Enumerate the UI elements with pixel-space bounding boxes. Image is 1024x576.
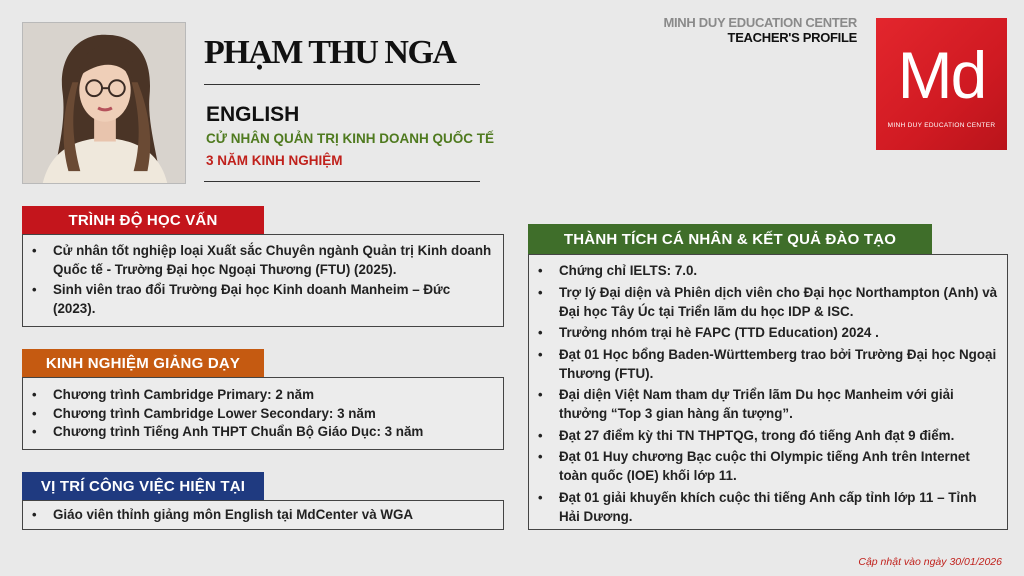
- center-logo: [876, 18, 1007, 150]
- list-item: • Giáo viên thỉnh giảng môn English tại MdCenter và WGA: [23, 506, 493, 525]
- teacher-degree: CỬ NHÂN QUẢN TRỊ KINH DOANH QUỐC TẾ: [206, 131, 494, 146]
- logo-mark: Md: [897, 38, 986, 112]
- education-list: [23, 235, 503, 318]
- center-name: MINH DUY EDUCATION CENTER: [663, 15, 857, 30]
- list-item: • Đạt 01 Học bổng Baden-Württemberg trao bởi Trường Đại học Ngoại Thương (FTU).: [529, 345, 999, 383]
- list-item: • Chứng chỉ IELTS: 7.0.: [529, 261, 999, 280]
- teaching-experience-header: KINH NGHIỆM GIẢNG DẠY: [22, 349, 264, 377]
- list-item: • Đại diện Việt Nam tham dự Triển lãm Du học Manheim với giải thưởng “Top 3 gian hàng ấn tượng”.: [529, 385, 999, 423]
- education-box: [22, 234, 504, 327]
- logo-caption: MINH DUY EDUCATION CENTER: [887, 122, 996, 129]
- current-job-list: [23, 501, 503, 525]
- subtitle-divider: [204, 181, 480, 182]
- teacher-name: PHẠM THU NGA: [204, 34, 456, 71]
- list-item: • Cử nhân tốt nghiệp loại Xuất sắc Chuyên ngành Quản trị Kinh doanh Quốc tế - Trường Đại học Ngoại Thương (FTU) (2025).: [23, 242, 493, 279]
- list-item: • Đạt 01 Huy chương Bạc cuộc thi Olympic tiếng Anh trên Internet toàn quốc (IOE) khối lớp 11.: [529, 447, 999, 485]
- achievements-list: [529, 255, 1007, 526]
- list-item: • Đạt 27 điểm kỳ thi TN THPTQG, trong đó tiếng Anh đạt 9 điểm.: [529, 426, 999, 445]
- teaching-list: [23, 378, 503, 442]
- teaching-experience-box: [22, 377, 504, 450]
- current-job-box: [22, 500, 504, 530]
- list-item: • Chương trình Cambridge Primary: 2 năm: [23, 386, 493, 405]
- teacher-experience: 3 NĂM KINH NGHIỆM: [206, 153, 343, 168]
- current-job-header: VỊ TRÍ CÔNG VIỆC HIỆN TẠI: [22, 472, 264, 500]
- profile-label: TEACHER'S PROFILE: [727, 30, 857, 45]
- achievements-box: [528, 254, 1008, 530]
- list-item: • Trợ lý Đại diện và Phiên dịch viên cho Đại học Northampton (Anh) và Đại học Tây Úc tại Triển lãm du học IDP & ISC.: [529, 283, 999, 321]
- list-item: • Trưởng nhóm trại hè FAPC (TTD Education) 2024 .: [529, 323, 999, 342]
- list-item: • Đạt 01 giải khuyến khích cuộc thi tiếng Anh cấp tỉnh lớp 11 – Tỉnh Hải Dương.: [529, 488, 999, 526]
- achievements-header: THÀNH TÍCH CÁ NHÂN & KẾT QUẢ ĐÀO TẠO: [528, 224, 932, 254]
- teacher-photo: [22, 22, 186, 184]
- portrait-image: [23, 23, 185, 183]
- update-date: Cập nhật vào ngày 30/01/2026: [858, 556, 1002, 568]
- name-divider: [204, 84, 480, 85]
- list-item: • Chương trình Cambridge Lower Secondary: 3 năm: [23, 405, 493, 424]
- teaching-subject: ENGLISH: [206, 103, 300, 126]
- list-item: • Chương trình Tiếng Anh THPT Chuẩn Bộ Giáo Dục: 3 năm: [23, 423, 493, 442]
- list-item: • Sinh viên trao đổi Trường Đại học Kinh doanh Manheim – Đức (2023).: [23, 281, 493, 318]
- education-header: TRÌNH ĐỘ HỌC VẤN: [22, 206, 264, 234]
